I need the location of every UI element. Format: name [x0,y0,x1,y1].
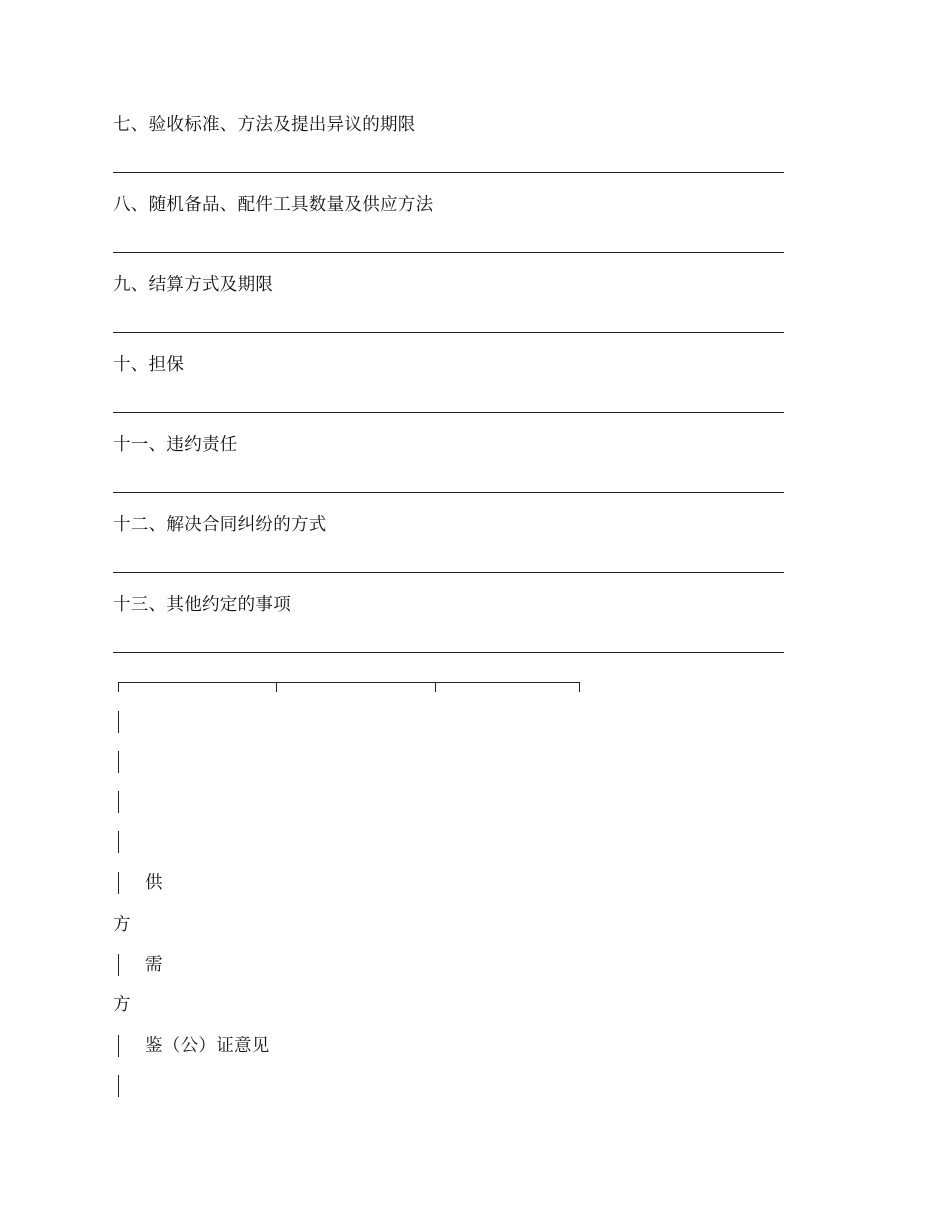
supplier-label: 供 [145,873,163,893]
fill-in-line[interactable] [113,172,784,173]
table-left-border [118,1035,119,1057]
section-heading: 十三、其他约定的事项 [113,595,291,615]
section-heading: 十二、解决合同纠纷的方式 [113,515,327,535]
table-left-border [118,954,119,976]
table-left-border [118,711,119,733]
section-heading: 九、结算方式及期限 [113,275,274,295]
fill-in-line[interactable] [113,572,784,573]
buyer-label: 需 [145,955,163,975]
fill-in-line[interactable] [113,652,784,653]
section-heading: 七、验收标准、方法及提出异议的期限 [113,115,416,135]
supplier-label-cont: 方 [113,915,131,935]
fill-in-line[interactable] [113,332,784,333]
table-left-border [118,1075,119,1097]
fill-in-line[interactable] [113,252,784,253]
section-heading: 十一、违约责任 [113,435,238,455]
table-left-border [118,791,119,813]
table-left-border [118,751,119,773]
table-top-border [118,682,580,683]
table-corner-right [579,682,580,692]
table-column-divider [435,682,436,692]
table-left-border [118,872,119,894]
table-corner-left [118,682,119,692]
table-column-divider [276,682,277,692]
authentication-opinion-label: 鉴（公）证意见 [145,1036,270,1056]
buyer-label-cont: 方 [113,995,131,1015]
fill-in-line[interactable] [113,412,784,413]
table-left-border [118,831,119,853]
fill-in-line[interactable] [113,492,784,493]
section-heading: 八、随机备品、配件工具数量及供应方法 [113,195,434,215]
section-heading: 十、担保 [113,355,185,375]
